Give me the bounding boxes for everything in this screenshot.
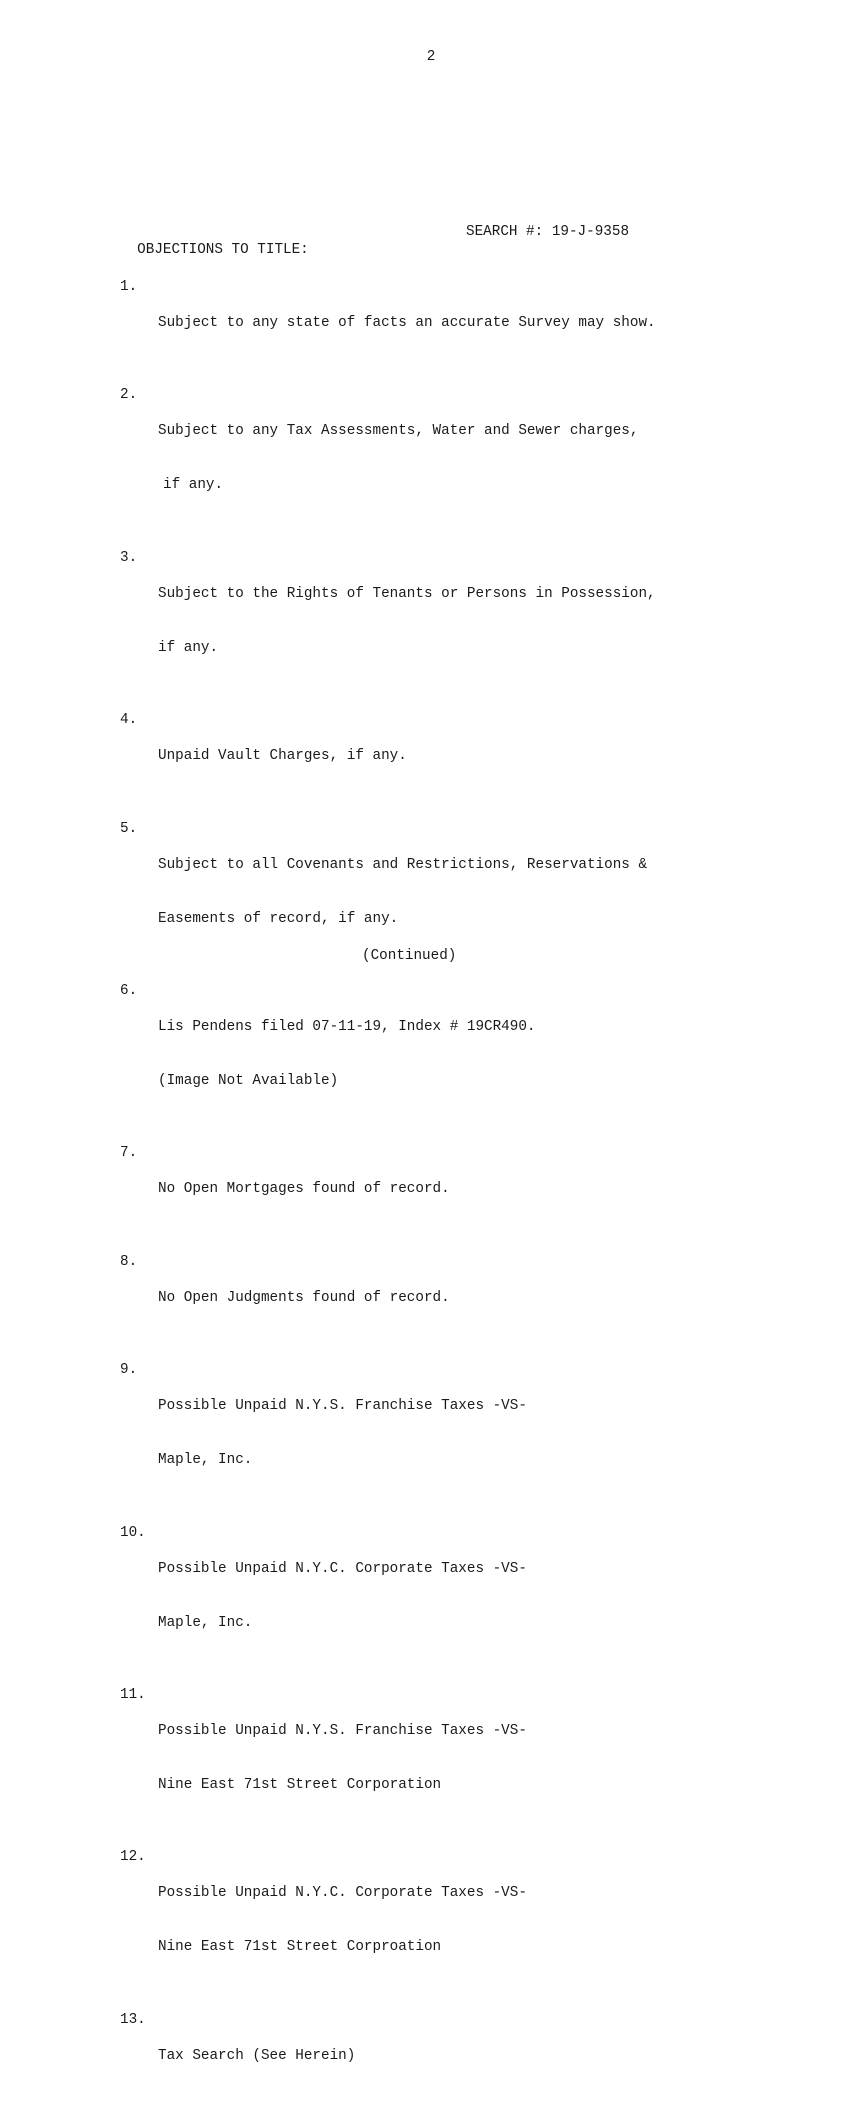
objection-item-10	[120, 1524, 760, 1668]
item-text	[158, 386, 760, 530]
item-line: Subject to any Tax Assessments, Water and Sewer charges,	[158, 423, 639, 440]
objection-item-3	[120, 549, 760, 693]
item-number: 6.	[120, 982, 138, 999]
continued-note: (Continued)	[362, 948, 457, 964]
item-text	[158, 549, 760, 693]
item-number: 4.	[120, 712, 138, 729]
item-text	[158, 711, 760, 801]
item-line: Tax Search (See Herein)	[158, 2047, 356, 2064]
search-reference	[466, 223, 629, 241]
item-number: 2.	[120, 387, 138, 404]
item-line: Possible Unpaid N.Y.C. Corporate Taxes -VS-	[158, 1560, 527, 1577]
search-label: SEARCH #:	[466, 224, 544, 240]
objections-list	[120, 278, 760, 2119]
item-text	[158, 2011, 760, 2101]
item-text	[158, 820, 760, 964]
item-line: Possible Unpaid N.Y.S. Franchise Taxes -VS-	[158, 1398, 527, 1415]
item-line: Nine East 71st Street Corporation	[158, 1776, 442, 1793]
objection-item-8	[120, 1253, 760, 1343]
item-number: 9.	[120, 1362, 138, 1379]
item-number: 10.	[120, 1524, 146, 1541]
item-text	[158, 1848, 760, 1992]
item-text	[158, 982, 760, 1126]
objection-item-6	[120, 982, 760, 1126]
item-line: No Open Judgments found of record.	[158, 1289, 450, 1306]
item-text	[158, 1686, 760, 1830]
item-number: 8.	[120, 1253, 138, 1270]
objection-item-2	[120, 386, 760, 530]
item-line: Maple, Inc.	[158, 1614, 253, 1631]
item-line: Subject to any state of facts an accurate Survey may show.	[158, 315, 656, 331]
item-number: 11.	[120, 1686, 146, 1703]
objection-item-1	[120, 278, 760, 368]
objection-item-13	[120, 2011, 760, 2101]
item-number: 12.	[120, 1849, 146, 1866]
item-line: if any.	[163, 477, 224, 494]
item-line: if any.	[158, 639, 219, 656]
item-line: Possible Unpaid N.Y.C. Corporate Taxes -VS-	[158, 1885, 527, 1902]
item-line: Subject to the Rights of Tenants or Persons in Possession,	[158, 585, 656, 602]
item-text	[158, 1361, 760, 1505]
item-line: Easements of record, if any.	[158, 910, 399, 927]
item-text	[158, 1144, 760, 1234]
objection-item-12	[120, 1848, 760, 1992]
page-number: 2	[426, 49, 436, 65]
objections-header	[120, 223, 740, 277]
item-text	[158, 278, 760, 368]
item-number: 13.	[120, 2011, 146, 2028]
item-line: Subject to all Covenants and Restrictions, Reservations &	[158, 856, 648, 873]
item-number: 5.	[120, 820, 138, 837]
item-line: Maple, Inc.	[158, 1452, 253, 1469]
objection-item-7	[120, 1144, 760, 1234]
item-number: 7.	[120, 1145, 138, 1162]
objection-item-9	[120, 1361, 760, 1505]
objection-item-5	[120, 820, 760, 964]
item-line: (Image Not Available)	[158, 1072, 339, 1089]
item-line: Lis Pendens filed 07-11-19, Index # 19CR490.	[158, 1018, 536, 1035]
item-line: Nine East 71st Street Corproation	[158, 1939, 442, 1956]
item-line: No Open Mortgages found of record.	[158, 1181, 450, 1198]
item-line: Unpaid Vault Charges, if any.	[158, 748, 407, 765]
objections-title: OBJECTIONS TO TITLE:	[137, 242, 309, 258]
search-number: 19-J-9358	[551, 224, 630, 240]
objection-item-11	[120, 1686, 760, 1830]
item-text	[158, 1253, 760, 1343]
item-text	[158, 1524, 760, 1668]
objection-item-4	[120, 711, 760, 801]
item-line: Possible Unpaid N.Y.S. Franchise Taxes -VS-	[158, 1722, 527, 1739]
item-number: 1.	[120, 279, 138, 295]
item-number: 3.	[120, 549, 138, 566]
